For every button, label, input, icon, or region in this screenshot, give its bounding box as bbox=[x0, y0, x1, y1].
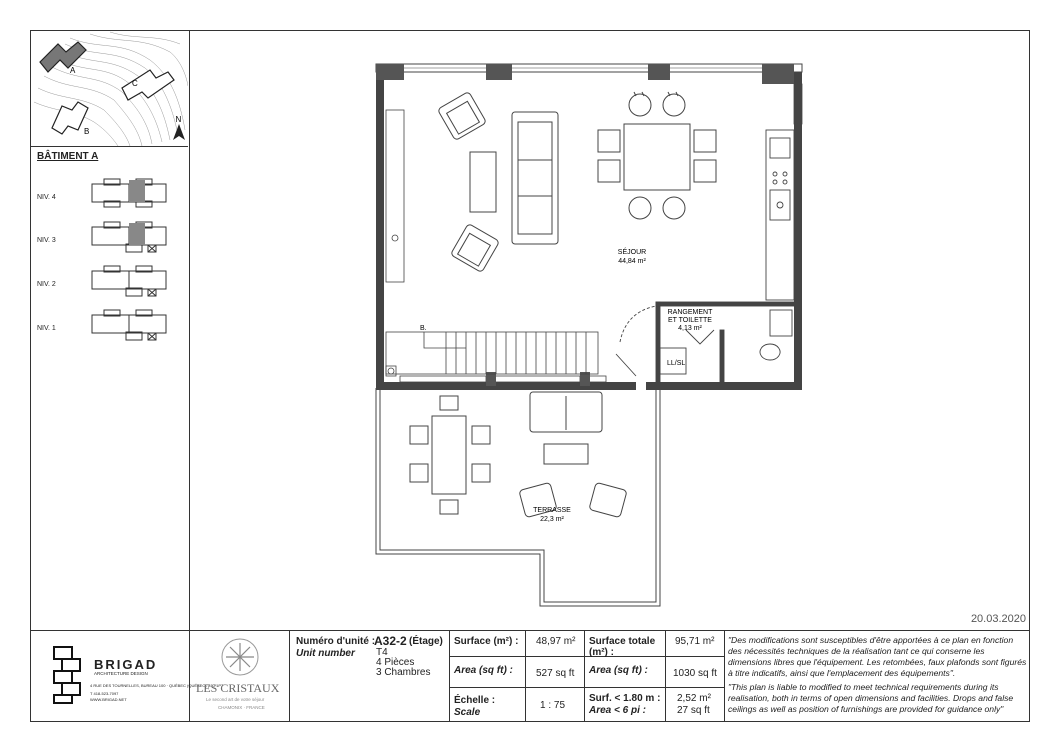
room-area-terrace: 22,3 m² bbox=[540, 516, 564, 523]
brigad-web: WWW.BRIGAD.NET bbox=[90, 697, 127, 702]
unit-value: A32-2 bbox=[374, 634, 407, 648]
floor-plan bbox=[190, 30, 1030, 630]
brigad-logo-icon bbox=[50, 645, 90, 705]
level-label-3: NIV. 3 bbox=[37, 237, 56, 244]
brigad-address: 4 RUE DES TOURNELLES, BUREAU 100 · QUÉBEC (QUÉBEC) G1J 1P7 bbox=[90, 683, 224, 688]
lescristaux-logo-cell bbox=[190, 631, 290, 721]
site-label-c: C bbox=[132, 79, 138, 88]
unit-type: T4 bbox=[376, 647, 388, 658]
room-area-sejour: 44,84 m² bbox=[618, 258, 646, 265]
total-cell bbox=[585, 631, 725, 721]
top-wall bbox=[376, 64, 802, 84]
total-area-value: 1030 sq ft bbox=[673, 668, 717, 679]
disclaimer-fr: "Des modifications sont susceptibles d'être apportées à ce plan en fonction des nécessités techniques de la réalisation tant ce qui conserne les dimensions libres que l'équipement. Les retombées, faux plafonds sont figurés à titre indicatifs, ainsi que l'emplacement des équipements". bbox=[728, 635, 1027, 678]
stair-label: B. bbox=[420, 325, 427, 332]
level-thumbnail-1 bbox=[90, 309, 168, 341]
surf-low-value: 2,52 m² bbox=[677, 693, 711, 704]
surface-cell bbox=[450, 631, 585, 721]
plan-date: 20.03.2020 bbox=[970, 613, 1026, 625]
area-low-label: Area < 6 pi : bbox=[589, 705, 646, 716]
building-title: BÂTIMENT A bbox=[37, 151, 99, 162]
site-label-a: A bbox=[70, 66, 76, 75]
title-block bbox=[30, 630, 1030, 722]
kitchen bbox=[766, 130, 794, 300]
scale-label-en: Scale bbox=[454, 707, 481, 718]
area-label: Area (sq ft) : bbox=[454, 665, 513, 676]
surface-value: 48,97 m² bbox=[536, 636, 576, 647]
brigad-logo-cell bbox=[30, 631, 224, 721]
level-thumbnail-4 bbox=[90, 178, 168, 208]
brigad-sub: ARCHITECTURE DESIGN bbox=[94, 671, 148, 676]
total-label-2: (m²) : bbox=[589, 647, 614, 658]
surf-low-label: Surf. < 1.80 m : bbox=[589, 693, 661, 704]
unit-label-en: Unit number bbox=[296, 648, 355, 659]
lescristaux-name: LES CRISTAUX bbox=[196, 681, 280, 695]
area-value: 527 sq ft bbox=[536, 668, 575, 679]
coffee-table bbox=[470, 152, 496, 212]
level-label-1: NIV. 1 bbox=[37, 325, 56, 332]
lescristaux-sub: CHAMONIX · FRANCE bbox=[218, 705, 265, 710]
level-thumbnail-3 bbox=[90, 221, 168, 253]
unit-bedrooms: 3 Chambres bbox=[376, 667, 431, 678]
total-area-label: Area (sq ft) : bbox=[589, 665, 648, 676]
sidebar bbox=[30, 30, 190, 630]
unit-rooms: 4 Pièces bbox=[376, 657, 415, 668]
total-label-1: Surface totale bbox=[589, 636, 656, 647]
sofa bbox=[512, 112, 558, 244]
room-name-sejour: SÉJOUR bbox=[617, 249, 647, 256]
room-area-storage: 4,13 m² bbox=[678, 325, 702, 332]
scale-label: Échelle : bbox=[454, 695, 496, 706]
lescristaux-emblem-icon bbox=[220, 637, 260, 677]
north-arrow-icon bbox=[173, 115, 185, 140]
area-low-value: 27 sq ft bbox=[677, 705, 710, 716]
room-name-terrace: TERRASSE bbox=[533, 507, 571, 514]
brigad-phone: T 418-523-7097 bbox=[90, 691, 119, 696]
disclaimer-en: "This plan is liable to modified to meet technical requirements during its realisation, both in terms of open dimensions and facilities. Drops and false ceilings as well as position of furnishings are provided for guidance only" bbox=[728, 682, 1014, 714]
surface-label: Surface (m²) : bbox=[454, 636, 519, 647]
terrace-outline bbox=[376, 388, 660, 606]
site-map-drawing bbox=[30, 30, 188, 146]
unit-floor: (Étage) bbox=[409, 636, 443, 647]
level-label-4: NIV. 4 bbox=[37, 194, 56, 201]
level-label-2: NIV. 2 bbox=[37, 281, 56, 288]
disclaimer bbox=[728, 635, 1028, 718]
staircase bbox=[386, 332, 598, 376]
scale-value: 1 : 75 bbox=[540, 700, 566, 711]
room-name-storage: RANGEMENT ET TOILETTE bbox=[667, 309, 713, 324]
lescristaux-tagline: Le second art de votre séjour bbox=[206, 697, 265, 702]
unit-cell bbox=[290, 631, 450, 721]
unit-label: Numéro d'unité : bbox=[296, 636, 376, 647]
total-value: 95,71 m² bbox=[675, 636, 715, 647]
terrace-furniture bbox=[410, 392, 627, 518]
site-map bbox=[30, 30, 188, 147]
dining-table bbox=[598, 92, 716, 219]
north-label: N bbox=[175, 115, 182, 124]
llsl-label: LL/SL bbox=[667, 360, 686, 367]
site-label-b: B bbox=[84, 127, 90, 136]
brigad-name: BRIGAD bbox=[94, 657, 158, 672]
level-thumbnail-2 bbox=[90, 265, 168, 297]
floor-plan-drawing bbox=[190, 30, 1030, 630]
